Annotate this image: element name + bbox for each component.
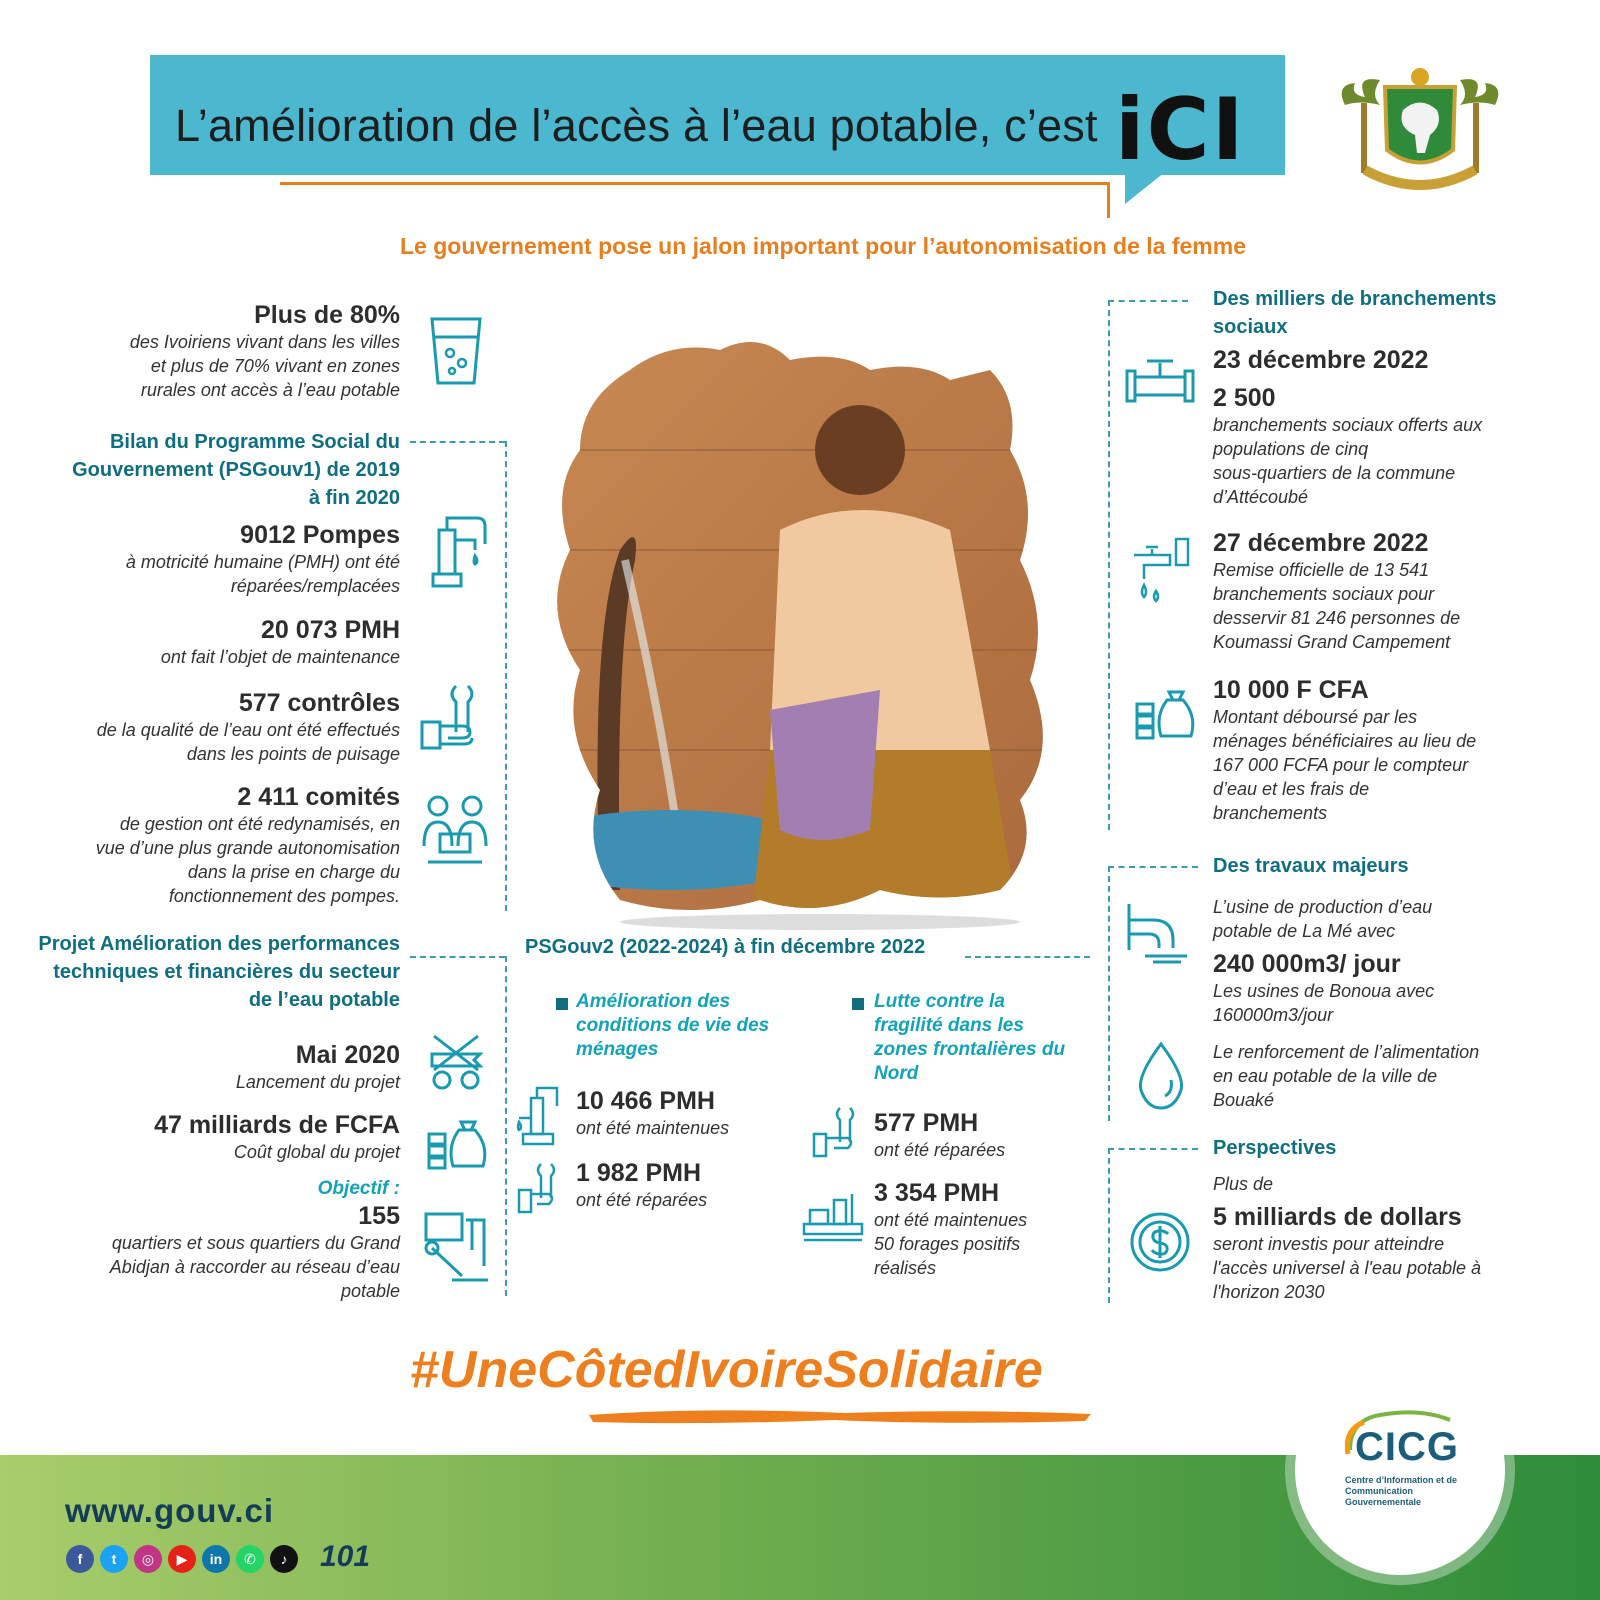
page-title: L’amélioration de l’accès à l’eau potable, c’est xyxy=(175,100,1098,151)
stat-desc-line: à motricité humaine (PMH) ont été xyxy=(125,552,400,572)
stat-desc-line: l'horizon 2030 xyxy=(1213,1282,1325,1302)
stat-9012-pompes xyxy=(40,520,400,598)
title-line: Nord xyxy=(874,1063,919,1084)
stat-desc-line: Koumassi Grand Campement xyxy=(1213,632,1451,652)
stat-3354-pmh xyxy=(874,1178,1104,1280)
stat-value: Mai 2020 xyxy=(295,1041,400,1069)
stat-desc-line: potable xyxy=(340,1281,400,1301)
stat-desc-line: populations de cinq xyxy=(1213,439,1369,459)
perspectives-block xyxy=(1213,1172,1558,1304)
stat-desc-line: dans les points de puisage xyxy=(186,744,400,764)
stat-20073-pmh xyxy=(40,615,400,669)
stat-desc-line: quartiers et sous quartiers du Grand xyxy=(111,1233,400,1253)
facebook-icon[interactable]: f xyxy=(66,1545,94,1573)
divider-dashed xyxy=(410,956,505,958)
scissors-ribbon-icon xyxy=(428,1030,484,1094)
title-line: ménages xyxy=(576,1039,659,1060)
stat-value: 10 000 F CFA xyxy=(1213,676,1369,704)
divider-dashed-vertical xyxy=(505,441,507,911)
objectif-block xyxy=(60,1177,400,1303)
stat-desc-line: Plus de xyxy=(1213,1174,1274,1194)
stat-desc-line: 160000m3/jour xyxy=(1213,1005,1334,1025)
travaux-heading xyxy=(1213,852,1553,880)
cicg-logo-badge xyxy=(1295,1365,1505,1575)
hand-pump-icon xyxy=(425,510,489,594)
projet-heading xyxy=(20,930,400,1014)
linkedin-icon[interactable]: in xyxy=(202,1545,230,1573)
pipe-network-tool-icon xyxy=(422,1210,492,1284)
heading-line: Perspectives xyxy=(1213,1137,1337,1159)
date-value: 23 décembre 2022 xyxy=(1213,346,1429,374)
heading-line: Projet Amélioration des performances xyxy=(38,933,400,955)
stat-desc-line: réalisés xyxy=(874,1258,937,1278)
stat-value: 1 982 PMH xyxy=(576,1159,702,1187)
stat-desc-line: ménages bénéficiaires au lieu de xyxy=(1213,731,1477,751)
stat-desc-line: branchements sociaux pour xyxy=(1213,584,1435,604)
stat-desc-line: fonctionnement des pompes. xyxy=(168,886,400,906)
divider-dashed xyxy=(410,441,505,443)
stat-desc-line: de gestion ont été redynamisés, en xyxy=(119,814,400,834)
title-line: Amélioration des xyxy=(576,991,731,1012)
stat-access-80-percent xyxy=(60,300,400,402)
objectif-label: Objectif : xyxy=(317,1178,400,1199)
stat-desc-line: d’eau et les frais de xyxy=(1213,779,1370,799)
stat-desc-line: Lancement du projet xyxy=(235,1072,400,1092)
dollar-coin-icon xyxy=(1128,1210,1192,1274)
stat-desc-line: Coût global du projet xyxy=(233,1142,400,1162)
page-subtitle: Le gouvernement pose un jalon important pour l’autonomisation de la femme xyxy=(400,233,1246,259)
stat-value: 3 354 PMH xyxy=(874,1179,1000,1207)
stat-577-pmh xyxy=(874,1108,1104,1162)
title-underline-tick xyxy=(1107,182,1110,218)
water-glass-icon xyxy=(428,315,484,387)
whatsapp-icon[interactable]: ✆ xyxy=(236,1545,264,1573)
psgouv1-heading xyxy=(40,428,400,512)
wrench-hand-small-icon xyxy=(515,1160,565,1222)
heading-line: de l’eau potable xyxy=(248,989,400,1011)
stat-desc-line: l'accès universel à l'eau potable à xyxy=(1213,1258,1482,1278)
stat-value: 10 466 PMH xyxy=(576,1087,715,1115)
stat-desc-line: Bouaké xyxy=(1213,1090,1275,1110)
stat-desc-line: Montant déboursé par les xyxy=(1213,707,1418,727)
phone-number-101: 101 xyxy=(320,1540,371,1573)
stat-desc-line: en eau potable de la ville de xyxy=(1213,1066,1438,1086)
heading-line: PSGouv2 (2022-2024) à fin décembre 2022 xyxy=(525,936,926,958)
stat-value: 2 500 xyxy=(1213,384,1276,412)
stat-2411-comites xyxy=(20,782,400,908)
divider-dashed-vertical xyxy=(505,956,507,1296)
title-line: conditions de vie des xyxy=(576,1015,770,1036)
campaign-hashtag: #UneCôtedIvoireSolidaire xyxy=(410,1341,1043,1399)
stat-desc-line: Abidjan à raccorder au réseau d’eau xyxy=(109,1257,400,1277)
heading-line: à fin 2020 xyxy=(308,487,400,509)
stat-value: 240 000m3/ jour xyxy=(1213,950,1401,978)
title-line: zones frontalières du xyxy=(874,1039,1066,1060)
stat-47-milliards xyxy=(40,1110,400,1164)
hand-pump-small-icon xyxy=(513,1082,563,1148)
stat-desc-line: ont été maintenues xyxy=(874,1210,1028,1230)
heading-line: Des milliers de branchements xyxy=(1213,288,1497,310)
cicg-logo-text: CICG xyxy=(1355,1425,1459,1469)
stat-desc-line: d’Attécoubé xyxy=(1213,487,1309,507)
stat-mai-2020 xyxy=(60,1040,400,1094)
divider-dashed xyxy=(1108,1148,1198,1150)
heading-line: techniques et financières du secteur xyxy=(53,961,400,983)
bullet-square xyxy=(556,998,568,1010)
stat-desc-line: desservir 81 246 personnes de xyxy=(1213,608,1461,628)
heading-line: Des travaux majeurs xyxy=(1213,855,1409,877)
stat-desc-line: 167 000 FCFA pour le compteur xyxy=(1213,755,1469,775)
heading-line: Gouvernement (PSGouv1) de 2019 xyxy=(72,459,400,481)
title-line: fragilité dans les xyxy=(874,1015,1024,1036)
col2-title xyxy=(874,990,1104,1086)
date-value: 27 décembre 2022 xyxy=(1213,529,1429,557)
stat-value: 47 milliards de FCFA xyxy=(154,1111,400,1139)
stat-desc-line: ont été réparées xyxy=(874,1140,1006,1160)
stat-desc-line: rurales ont accès à l’eau potable xyxy=(140,380,400,400)
twitter-icon[interactable]: t xyxy=(100,1545,128,1573)
water-plant-pipe-icon xyxy=(1125,900,1191,964)
perspectives-heading xyxy=(1213,1134,1553,1162)
stat-value: 9012 Pompes xyxy=(240,521,400,549)
stat-577-controles xyxy=(20,688,400,766)
branchements-item-1 xyxy=(1213,345,1558,509)
money-bag-coins-icon xyxy=(425,1110,491,1174)
stat-value: 577 contrôles xyxy=(238,689,400,717)
stat-desc-line: vue d’une plus grande autonomisation xyxy=(95,838,400,858)
heading-line: sociaux xyxy=(1213,316,1288,338)
branchements-item-3 xyxy=(1213,675,1558,825)
stat-10466-pmh xyxy=(576,1086,816,1140)
title-line: Lutte contre la xyxy=(874,991,1005,1012)
stat-desc-line: branchements sociaux offerts aux xyxy=(1213,415,1483,435)
stat-desc-line: seront investis pour atteindre xyxy=(1213,1234,1445,1254)
stat-desc-line: ont fait l’objet de maintenance xyxy=(160,647,400,667)
travaux-item-2 xyxy=(1213,1040,1558,1112)
stat-desc-line: Le renforcement de l’alimentation xyxy=(1213,1042,1480,1062)
stat-desc-line: L’usine de production d’eau xyxy=(1213,897,1433,917)
stat-desc-line: ont été maintenues xyxy=(576,1118,730,1138)
col1-title xyxy=(576,990,816,1062)
stat-value: 577 PMH xyxy=(874,1109,979,1137)
stat-desc-line: dans la prise en charge du xyxy=(187,862,400,882)
website-link[interactable]: www.gouv.ci xyxy=(65,1492,275,1529)
youtube-icon[interactable]: ▶ xyxy=(168,1545,196,1573)
stat-value: 5 milliards de dollars xyxy=(1213,1203,1462,1231)
instagram-icon[interactable]: ◎ xyxy=(134,1545,162,1573)
divider-dashed xyxy=(1108,866,1198,868)
stat-value: 155 xyxy=(358,1202,400,1230)
heading-line: Bilan du Programme Social du xyxy=(109,431,400,453)
stat-desc-line: et plus de 70% vivant en zones xyxy=(150,356,400,376)
drilling-rig-icon xyxy=(800,1190,866,1246)
coat-of-arms-emblem xyxy=(1325,65,1515,200)
money-bag-coins-icon xyxy=(1133,680,1199,744)
brush-stroke-underline xyxy=(585,1405,1095,1427)
stat-desc-line: Remise officielle de 13 541 xyxy=(1213,560,1430,580)
stat-desc-line: potable de La Mé avec xyxy=(1213,921,1396,941)
divider-dashed xyxy=(965,956,1090,958)
travaux-item-1 xyxy=(1213,895,1558,1027)
wrench-hand-small-icon xyxy=(810,1104,866,1166)
stat-value: 20 073 PMH xyxy=(261,616,400,644)
stat-desc-line: ont été réparées xyxy=(576,1190,708,1210)
committee-people-icon xyxy=(420,790,490,866)
stat-desc-line: réparées/remplacées xyxy=(230,576,400,596)
stat-1982-pmh xyxy=(576,1158,816,1212)
water-drop-icon xyxy=(1133,1040,1189,1112)
tiktok-icon[interactable]: ♪ xyxy=(270,1545,298,1573)
divider-dashed xyxy=(1108,300,1188,302)
stat-desc-line: 50 forages positifs xyxy=(874,1234,1021,1254)
divider-dashed-vertical xyxy=(1108,300,1110,830)
divider-dashed-vertical xyxy=(1108,866,1110,1121)
stat-value: 2 411 comités xyxy=(237,783,400,811)
psgouv2-heading xyxy=(525,933,975,961)
branchements-item-2 xyxy=(1213,528,1558,654)
branchements-heading xyxy=(1213,285,1553,341)
title-underline xyxy=(280,182,1110,185)
stat-desc-line: Les usines de Bonoua avec xyxy=(1213,981,1435,1001)
stat-desc-line: branchements xyxy=(1213,803,1328,823)
stat-desc-line: sous-quartiers de la commune xyxy=(1213,463,1456,483)
bullet-square xyxy=(852,998,864,1010)
woman-water-photo xyxy=(520,330,1080,930)
divider-dashed-vertical xyxy=(1108,1148,1110,1303)
stat-desc-line: des Ivoiriens vivant dans les villes xyxy=(129,332,400,352)
stat-value: Plus de 80% xyxy=(254,301,400,329)
pipe-valve-icon xyxy=(1125,355,1195,405)
stat-desc-line: de la qualité de l’eau ont été effectués xyxy=(96,720,400,740)
page-title-emphasis: iCI xyxy=(1115,80,1246,180)
cicg-logo-subtitle: Centre d’Information et de Communication Gouvernementale xyxy=(1345,1475,1458,1507)
faucet-drop-icon xyxy=(1130,535,1192,605)
wrench-hand-icon xyxy=(418,682,488,762)
